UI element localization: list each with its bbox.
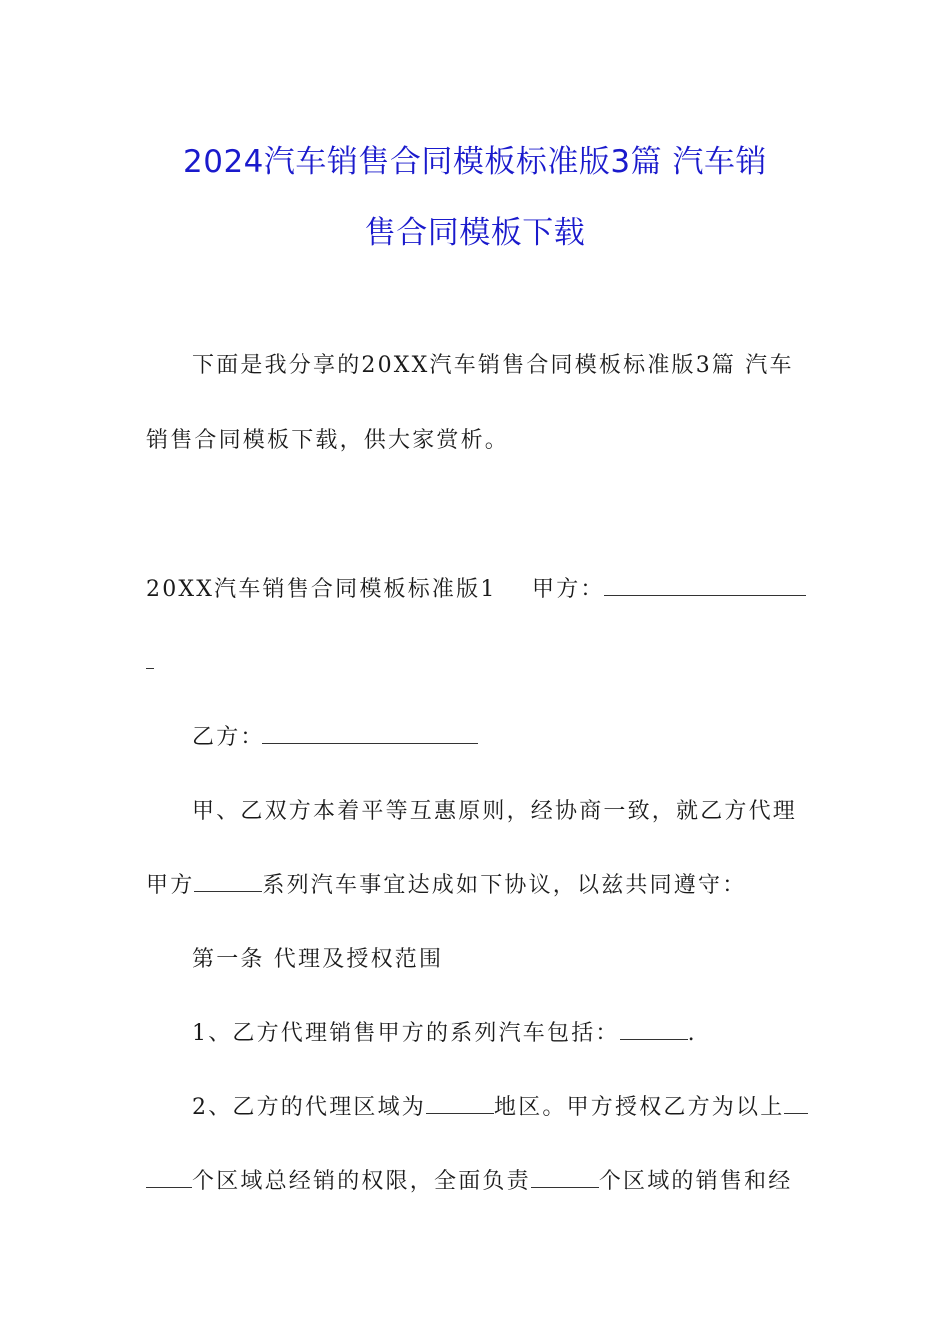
article-1-item-2-line-2 — [146, 1164, 792, 1195]
item-1-period: . — [687, 1021, 697, 1046]
section-heading: 20XX汽车销售合同模板标准版1 — [146, 577, 497, 602]
party-b-blank — [262, 743, 478, 744]
party-b-label: 乙方： — [192, 725, 265, 750]
item-1-blank — [620, 1021, 688, 1040]
item-2-text-d: 个区域的销售和经 — [598, 1169, 793, 1194]
series-blank — [194, 873, 262, 892]
item-2-text-c: 个区域总经销的权限，全面负责 — [192, 1169, 531, 1194]
responsibility-blank — [531, 1169, 599, 1188]
party-a-label: 甲方： — [532, 577, 605, 602]
item-2-text-b: 地区。甲方授权乙方为以上 — [494, 1095, 785, 1120]
article-1-item-2-line-1 — [192, 1090, 808, 1121]
party-a-blank — [604, 595, 806, 596]
paragraph-1-line-2 — [146, 868, 746, 899]
region-blank — [426, 1095, 494, 1114]
document-title-line-1: 2024汽车销售合同模板标准版3篇 汽车销 — [183, 144, 767, 180]
paragraph-1-line-1: 甲、乙双方本着平等互惠原则，经协商一致，就乙方代理 — [192, 799, 798, 824]
intro-line-2: 销售合同模板下载，供大家赏析。 — [146, 428, 510, 453]
intro-line-1: 下面是我分享的20XX汽车销售合同模板标准版3篇 汽车 — [192, 353, 794, 378]
scope-blank-end — [146, 1169, 192, 1188]
paragraph-1-text-b: 系列汽车事宜达成如下协议，以兹共同遵守： — [262, 873, 747, 898]
item-2-text-a: 2、乙方的代理区域为 — [192, 1095, 426, 1120]
article-1-item-1 — [192, 1016, 697, 1047]
item-1-text: 1、乙方代理销售甲方的系列汽车包括： — [192, 1021, 620, 1046]
article-1-heading: 第一条 代理及授权范围 — [192, 947, 444, 972]
scope-blank-start — [784, 1095, 808, 1114]
paragraph-1-text-a: 甲方 — [146, 873, 195, 898]
document-title-line-2: 售合同模板下载 — [364, 215, 586, 251]
party-a-blank-continued — [146, 668, 154, 669]
